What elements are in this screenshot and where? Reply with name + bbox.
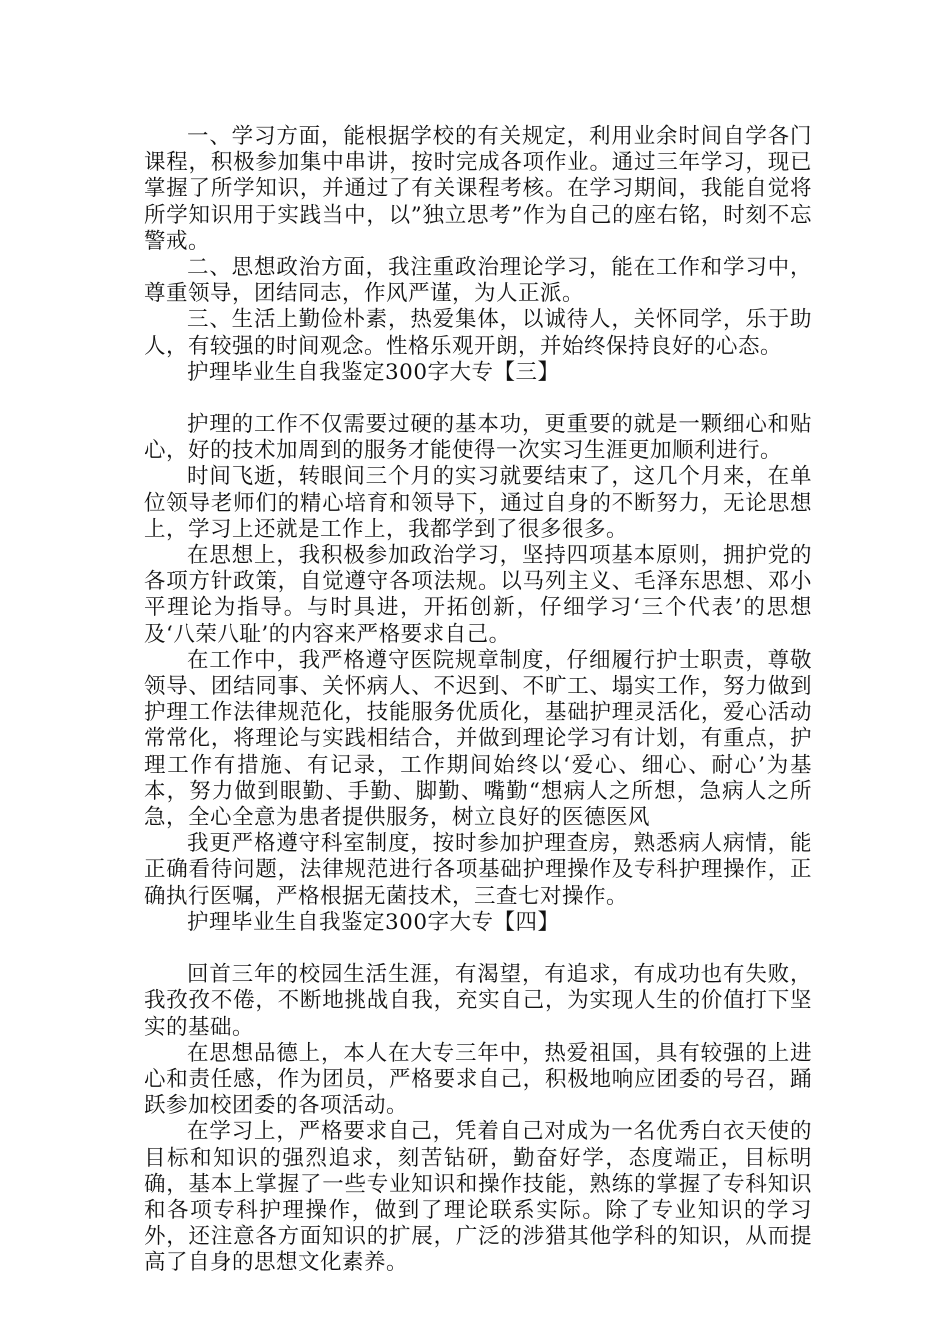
paragraph-study: 一、学习方面，能根据学校的有关规定，利用业余时间自学各门课程，积极参加集中串讲，按时完成各项作业。通过三年学习，现已掌握了所学知识，并通过了有关课程考核。在学习期间，我能自觉将所学知识用于实践当中，以”独立思考”作为自己的座右铭，时刻不忘警戒。 <box>144 124 812 254</box>
paragraph-politics: 二、思想政治方面，我注重政治理论学习，能在工作和学习中，尊重领导，团结同志，作风严谨，为人正派。 <box>144 255 812 307</box>
paragraph-ideology: 在思想上，我积极参加政治学习，坚持四项基本原则，拥护党的各项方针政策，自觉遵守各项法规。以马列主义、毛泽东思想、邓小平理论为指导。与时具进，开拓创新，仔细学习‘三个代表’的思想及‘八荣八耻’的内容来严格要求自己。 <box>144 543 812 647</box>
paragraph-department-rules: 我更严格遵守科室制度，按时参加护理查房，熟悉病人病情，能正确看待问题，法律规范进行各项基础护理操作及专科护理操作，正确执行医嘱，严格根据无菌技术，三查七对操作。 <box>144 831 812 909</box>
paragraph-moral: 在思想品德上，本人在大专三年中，热爱祖国，具有较强的上进心和责任感，作为团员，严格要求自己，积极地响应团委的号召，踊跃参加校团委的各项活动。 <box>144 1040 812 1119</box>
paragraph-life: 三、生活上勤俭朴素，热爱集体，以诚待人，关怀同学，乐于助人，有较强的时间观念。性格乐观开朗，并始终保持良好的心态。 <box>144 307 812 359</box>
section-heading-3: 护理毕业生自我鉴定300字大专【三】 <box>187 359 560 385</box>
paragraph-internship-time: 时间飞逝，转眼间三个月的实习就要结束了，这几个月来，在单位领导老师们的精心培育和领导下，通过自身的不断努力，无论思想上，学习上还就是工作上，我都学到了很多很多。 <box>144 464 812 542</box>
paragraph-campus-life: 回首三年的校园生活生涯，有渴望，有追求，有成功也有失败，我孜孜不倦，不断地挑战自我，充实自己，为实现人生的价值打下坚实的基础。 <box>144 962 812 1040</box>
paragraph-learning: 在学习上，严格要求自己，凭着自己对成为一名优秀白衣天使的目标和知识的强烈追求，刻苦钻研，勤奋好学，态度端正，目标明确，基本上掌握了一些专业知识和操作技能，熟练的掌握了专科知识和各项专科护理操作，做到了理论联系实际。除了专业知识的学习外，还注意各方面知识的扩展，广泛的涉猎其他学科的知识，从而提高了自身的思想文化素养。 <box>144 1119 812 1276</box>
paragraph-nursing-intro: 护理的工作不仅需要过硬的基本功，更重要的就是一颗细心和贴心，好的技术加周到的服务才能使得一次实习生涯更加顺利进行。 <box>144 412 812 464</box>
document-body <box>144 124 812 1277</box>
paragraph-work: 在工作中，我严格遵守医院规章制度，仔细履行护士职责，尊敬领导、团结同事、关怀病人、不迟到、不旷工、塌实工作，努力做到护理工作法律规范化，技能服务优质化，基础护理灵活化，爱心活动常常化，将理论与实践相结合，并做到理论学习有计划，有重点，护理工作有措施、有记录，工作期间始终以‘爱心、细心、耐心’为基本，努力做到眼勤、手勤、脚勤、嘴勤“想病人之所想，急病人之所急，全心全意为患者提供服务，树立良好的医德医风 <box>144 647 812 831</box>
section-heading-4: 护理毕业生自我鉴定300字大专【四】 <box>187 909 560 935</box>
